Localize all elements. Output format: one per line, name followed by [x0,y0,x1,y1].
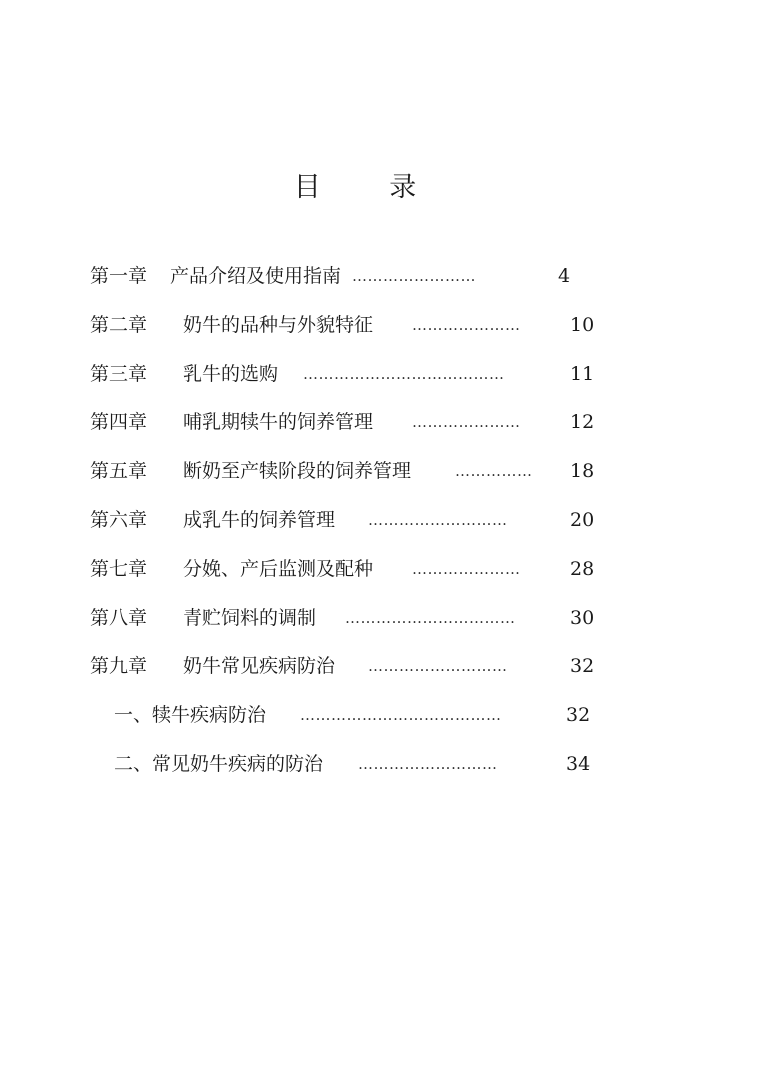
toc-subentry[interactable] [0,691,768,740]
toc-leader-dots: ………………… [412,559,521,578]
toc-page-number: 10 [570,313,595,336]
toc-leader-dots: ………………………………… [303,364,505,383]
toc-chapter-number: 第二章 [90,313,148,336]
toc-entry-title: 青贮饲料的调制 [183,606,317,629]
toc-page-number: 34 [566,752,591,775]
toc-leader-dots: …………… [455,462,533,481]
toc-chapter-number: 第一章 [90,265,148,287]
toc-page-number: 28 [570,557,595,580]
toc-entry-title: 分娩、产后监测及配种 [183,557,374,580]
toc-subentry[interactable] [0,740,768,789]
toc-page-number: 30 [570,606,595,629]
toc-entry-title: 奶牛的品种与外貌特征 [183,313,374,336]
toc-entry[interactable] [0,447,768,496]
toc-leader-dots: …………………… [352,267,476,285]
toc-chapter-number: 第六章 [90,508,148,531]
toc-chapter-number: 第五章 [90,460,148,483]
toc-entry-title: 乳牛的选购 [183,362,279,385]
toc-list [0,252,768,789]
toc-entry[interactable] [0,252,768,301]
toc-page-number: 12 [570,411,595,434]
toc-entry-title: 断奶至产犊阶段的饲养管理 [183,460,412,483]
toc-chapter-number: 第九章 [90,655,148,678]
toc-leader-dots: ……………………… [358,754,498,773]
toc-entry-title: 成乳牛的饲养管理 [183,508,336,531]
toc-leader-dots: ……………………… [368,657,508,676]
toc-entry[interactable] [0,301,768,350]
toc-chapter-number: 第三章 [90,362,148,385]
toc-entry[interactable] [0,350,768,399]
toc-title: 目 录 [293,172,447,203]
toc-page-number: 32 [566,704,591,727]
toc-entry-title: 一、犊牛疾病防治 [114,704,267,727]
toc-entry[interactable] [0,496,768,545]
toc-entry-title: 二、常见奶牛疾病的防治 [114,752,324,775]
toc-chapter-number: 第四章 [90,411,148,434]
toc-entry[interactable] [0,642,768,691]
toc-entry[interactable] [0,545,768,594]
toc-leader-dots: ………………………………… [300,706,502,725]
toc-page-number: 11 [570,362,595,385]
toc-page-number: 18 [570,460,595,483]
toc-entry[interactable] [0,398,768,447]
toc-leader-dots: ………………… [412,315,521,334]
toc-leader-dots: …………………………… [345,608,516,627]
toc-entry-title: 哺乳期犊牛的饲养管理 [183,411,374,434]
toc-entry[interactable] [0,594,768,643]
toc-page-number: 20 [570,508,595,531]
toc-leader-dots: ………………… [412,413,521,432]
toc-page-number: 32 [570,655,595,678]
toc-page-number: 4 [558,265,571,287]
toc-chapter-number: 第八章 [90,606,148,629]
toc-leader-dots: ……………………… [368,510,508,529]
toc-entry-title: 奶牛常见疾病防治 [183,655,336,678]
toc-chapter-number: 第七章 [90,557,148,580]
toc-entry-title: 产品介绍及使用指南 [170,265,342,287]
